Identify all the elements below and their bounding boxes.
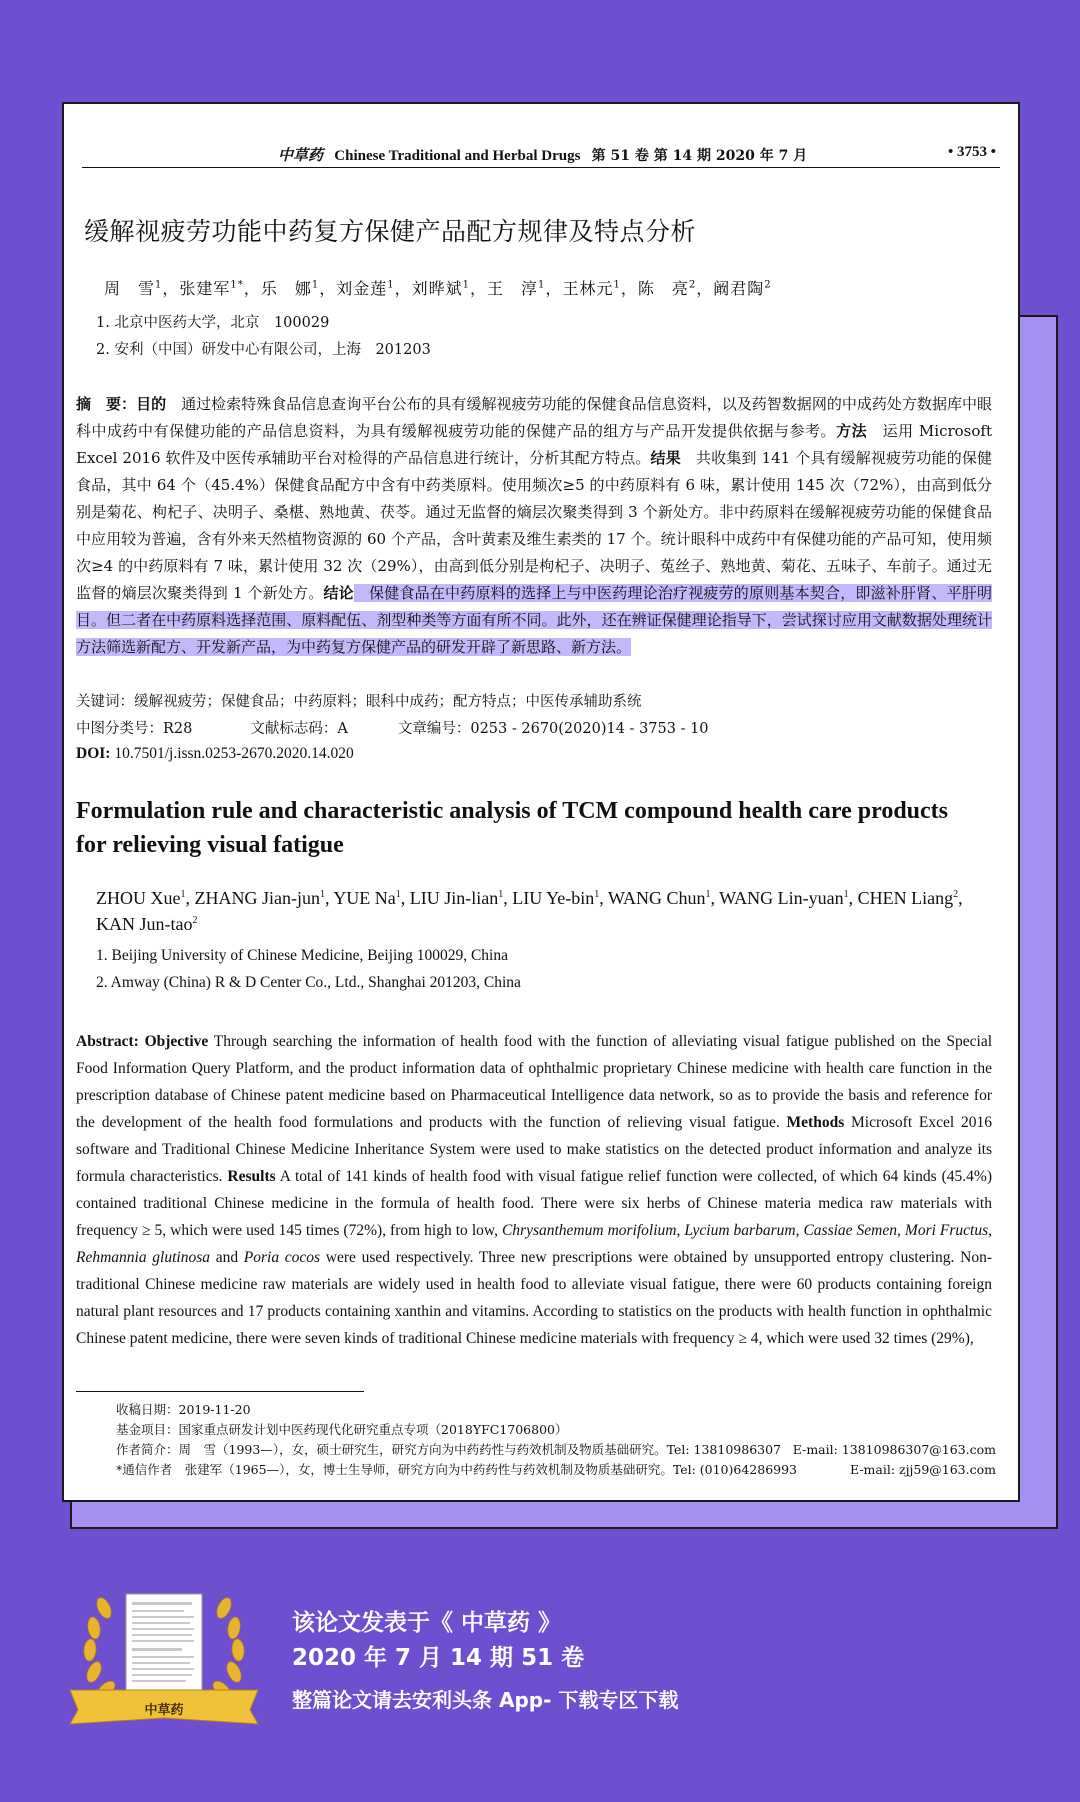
en-authors: ZHOU Xue$^1$, ZHANG Jian-jun$^1$, YUE Na$^1$, LIU Jin-lian$^1$, LIU Ye-bin$^1$, WANG Chun$^1$, WANG Lin-yuan$^1$, CHEN Liang$^2$, KAN Jun-tao$^2$ — [96, 888, 963, 934]
cn-abstract: 摘 要：目的 通过检索特殊食品信息查询平台公布的具有缓解视疲劳功能的保健食品信息资料，以及药智数据网的中成药处方数据库中眼科中成药中有保健功能的产品信息资料，为具有缓解视疲劳功能的保健产品的组方与产品开发提供依据与参考。方法 运用 Microsoft Excel 2016 软件及中医传承辅助平台对检得的产品信息进行统计，分析其配方特点。结果 共收集到 141 个具有缓解视疲劳功能的保健食品，其中 64 个（45.4%）保健食品配方中含有中药类原料。使用频次≥5 的中药原料有 6 味，累计使用 145 次（72%），由高到低分别是菊花、枸杞子、决明子、桑椹、熟地黄、茯苓。通过无监督的熵层次聚类得到 3 个新处方。非中药原料在缓解视疲劳功能的保健食品中应用较为普遍，含有外来天然植物资源的 60 个产品，含叶黄素及维生素类的 17 个。统计眼科中成药中有保健功能的产品可知，使用频次≥4 的中药原料有 7 味，累计使用 32 次（29%），由高到低分别是枸杞子、决明子、菟丝子、熟地黄、菊花、五味子、车前子。通过无监督的熵层次聚类得到 1 个新处方。结论 保健食品在中药原料的选择上与中医药理论治疗视疲劳的原则基本契合，即滋补肝肾、平肝明目。但二者在中药原料选择范围、原料配伍、剂型种类等方面有所不同。此外，还在辨证保健理论指导下，尝试探讨应用文献数据处理统计方法筛选新配方、开发新产品，为中药复方保健产品的研发开辟了新思路、新方法。 — [76, 395, 993, 656]
running-head-journal: 中草药 Chinese Traditional and Herbal Drugs 第 51 卷 第 14 期 2020 年 7 月 — [278, 146, 808, 164]
cn-classification: 中图分类号：R28 文献标志码：A 文章编号：0253 - 2670(2020)14 - 3753 - 10 — [76, 721, 709, 737]
cn-authors: 周 雪$^1$，张建军$^{1*}$，乐 娜$^1$，刘金莲$^1$，刘晔斌$^1$，王 淳$^1$，王林元$^1$，陈 亮$^2$，阚君陶$^2$ — [104, 279, 772, 298]
en-title: Formulation rule and characteristic analysis of TCM compound health care products for relieving visual fatigue — [76, 798, 948, 858]
footnotes — [116, 1400, 996, 1480]
badge-label: 中草药 — [144, 1703, 184, 1718]
laurel-badge-icon — [64, 1578, 264, 1728]
promo-line-3: 整篇论文请去安利头条 App- 下载专区下载 — [292, 1688, 679, 1712]
promo-text — [292, 1604, 678, 1713]
cn-title: 缓解视疲劳功能中药复方保健产品配方规律及特点分析 — [84, 217, 697, 246]
en-abstract: Abstract: Objective Through searching the information of health food with the function of alleviating visual fatigue published on the Special Food Information Query Platform, and the product information data of ophthalmic proprietary Chinese medicine with health care function in the prescription database of Chinese patent medicine based on Pharmaceutical Intelligence data network, so as to provide the basis and reference for the development of the health food formulations and products with the function of relieving visual fatigue. Methods Microsoft Excel 2016 software and Traditional Chinese Medicine Inheritance System were used to make statistics on the detected product information and analyze its formula characteristics. Results A total of 141 kinds of health food with visual fatigue relief function were collected, of which 64 kinds (45.4%) contained traditional Chinese medicine in the formula of health food. There were six herbs of Chinese materia medica raw materials with frequency ≥ 5, which were used 145 times (72%), from high to low, Chrysanthemum morifolium, Lycium barbarum, Cassiae Semen, Mori Fructus, Rehmannia glutinosa and Poria cocos were used respectively. Three new prescriptions were obtained by unsupported entropy clustering. Non-traditional Chinese medicine raw materials are widely used in health food to alleviate visual fatigue, there were 60 products containing foreign natural plant resources and 17 products containing xanthin and vitamins. According to statistics on the products with health function in ophthalmic Chinese patent medicine, there were seven kinds of traditional Chinese medicine materials with frequency ≥ 4, which were used 32 times (29%), — [76, 1033, 993, 1347]
promo-line-1: 该论文发表于《 中草药 》 — [292, 1610, 562, 1636]
footnote-corresponding: *通信作者 张建军（1965—），女，博士生导师，研究方向为中药药性与药效机制及物质基础研究。Tel: (010)64286993 E-mail: zjj59@163.com — [116, 1462, 996, 1477]
en-affiliation-2: 2. Amway (China) R & D Center Co., Ltd., Shanghai 201203, China — [96, 974, 521, 991]
promo-line-2: 2020 年 7 月 14 期 51 卷 — [292, 1645, 585, 1671]
highlighted-conclusion: 保健食品在中药原料的选择上与中医药理论治疗视疲劳的原则基本契合，即滋补肝肾、平肝明目。但二者在中药原料选择范围、原料配伍、剂型种类等方面有所不同。此外，还在辨证保健理论指导下，尝试探讨应用文献数据处理统计方法筛选新配方、开发新产品，为中药复方保健产品的研发开辟了新思路、新方法。 — [76, 584, 992, 656]
en-affiliation-1: 1. Beijing University of Chinese Medicine, Beijing 100029, China — [96, 947, 508, 964]
cn-doi: DOI: 10.7501/j.issn.0253-2670.2020.14.020 — [76, 745, 354, 762]
cn-affiliation-1: 1. 北京中医药大学，北京 100029 — [96, 315, 330, 331]
page-number: • 3753 • — [947, 144, 996, 160]
footnote-author: 作者简介：周 雪（1993—），女，硕士研究生，研究方向为中药药性与药效机制及物质基础研究。Tel: 13810986307 E-mail: 13810986307@163.com — [116, 1442, 996, 1457]
paper-page — [62, 102, 1020, 1502]
footnote-fund: 基金项目：国家重点研发计划中医药现代化研究重点专项（2018YFC1706800） — [116, 1422, 568, 1437]
footnote-received: 收稿日期：2019-11-20 — [116, 1402, 251, 1417]
cn-keywords: 关键词：缓解视疲劳；保健食品；中药原料；眼科中成药；配方特点；中医传承辅助系统 — [76, 694, 642, 710]
cn-affiliation-2: 2. 安利（中国）研发中心有限公司，上海 201203 — [96, 342, 431, 358]
footnote-rule — [76, 1391, 364, 1392]
running-head — [82, 140, 1000, 168]
